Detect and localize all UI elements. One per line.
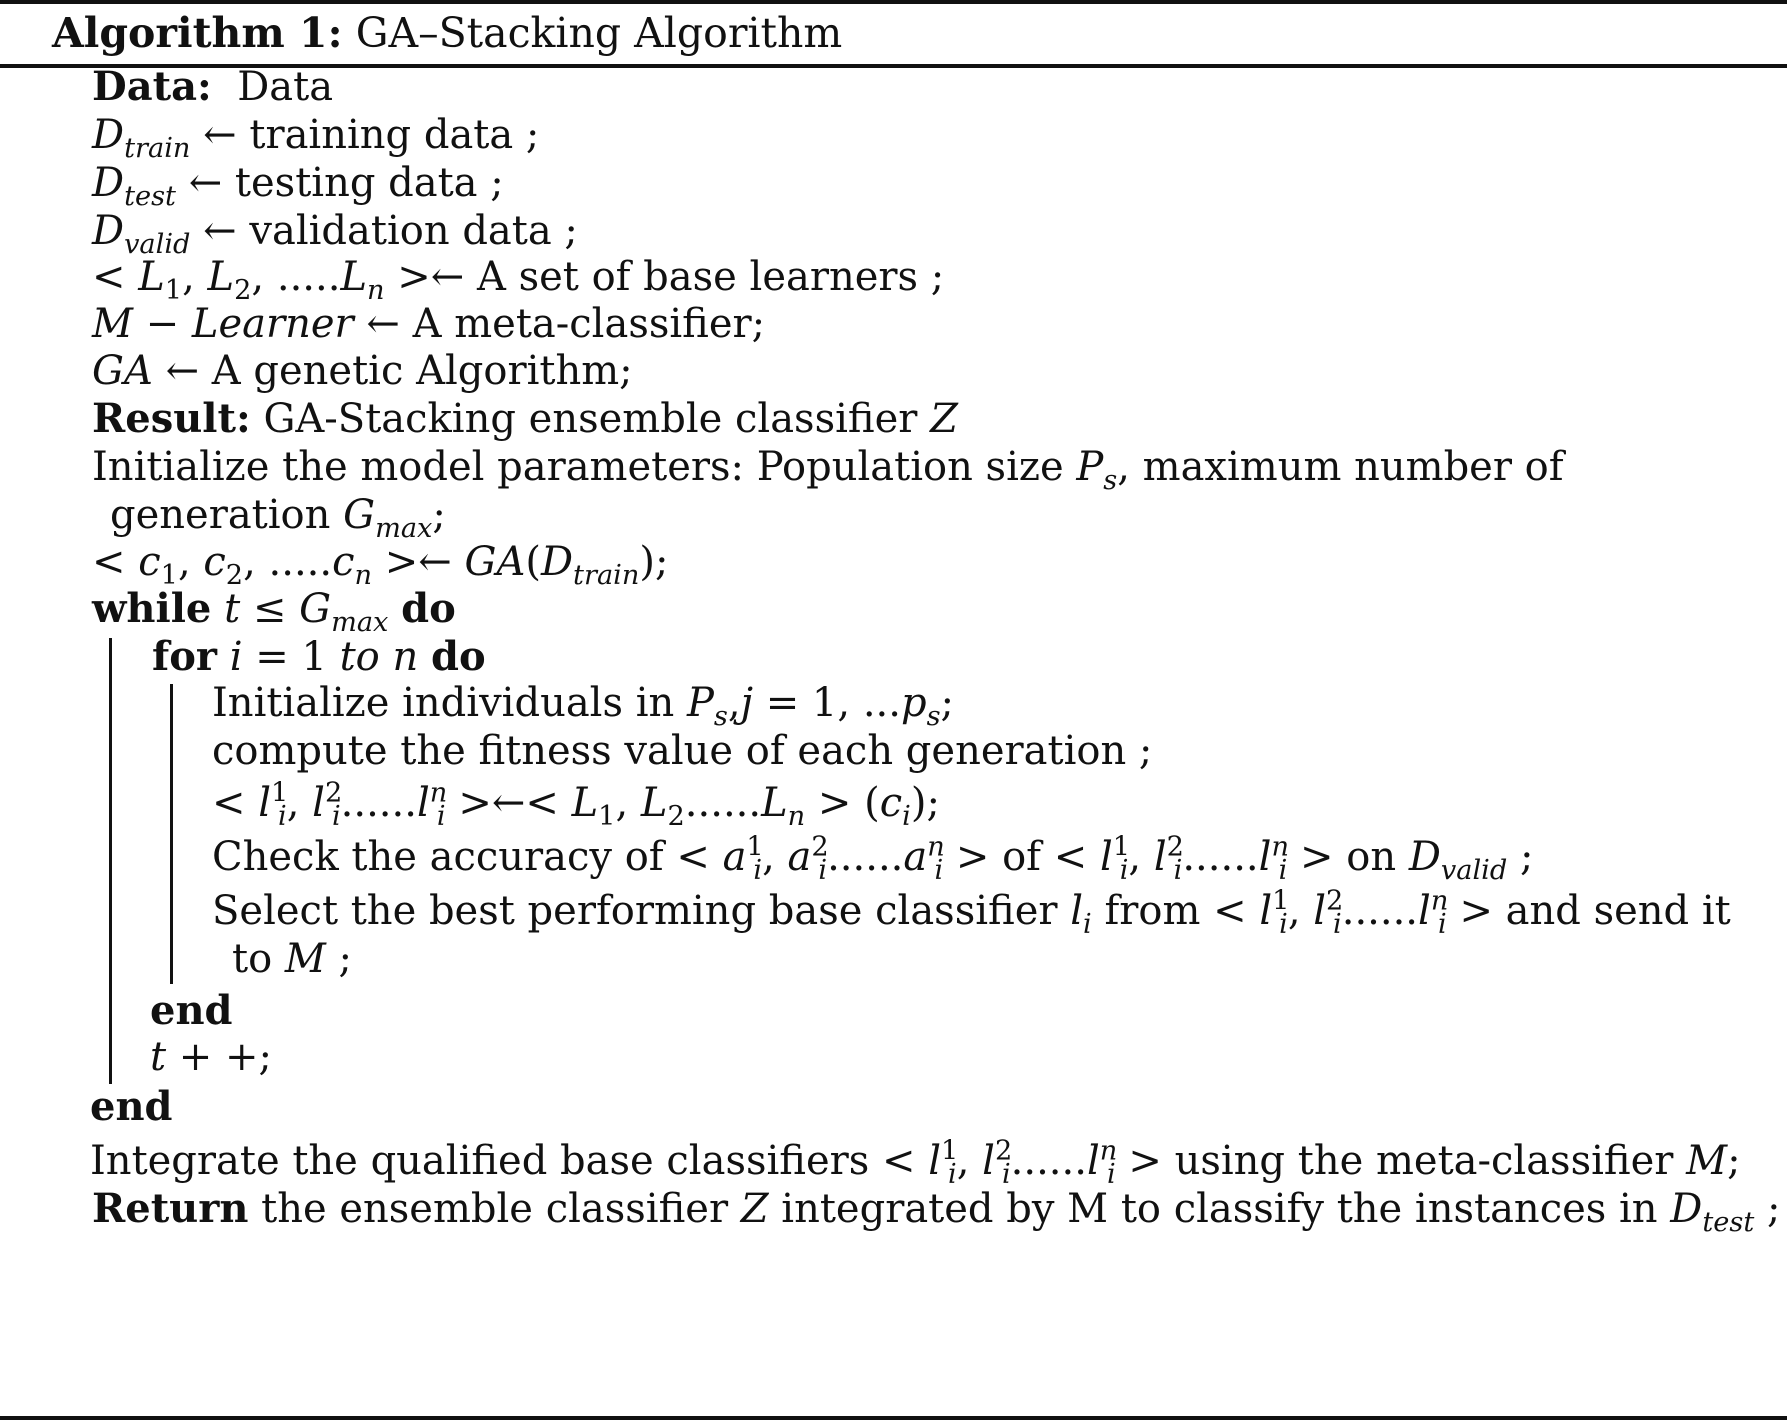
to-m-text: to [232,936,273,982]
d-valid-line: $D_{valid}$ ← validation data ; [92,208,578,260]
return-keyword: Return [92,1185,249,1232]
check-mid: > of < [955,834,1088,880]
init-line-1: Initialize the model parameters: Population size $P_s$, maximum number of [92,444,1564,496]
inner-init-tail: = 1, ... [765,680,901,726]
result-line: Result: GA-Stacking ensemble classifier Z [92,395,958,442]
select-tail: > and send it [1459,888,1731,934]
integrate-prefix: Integrate the qualified base classifiers < [90,1138,916,1184]
return-mid: integrated by M to classify the instances in [781,1186,1658,1232]
for-keyword: for [152,633,217,680]
increment-line: t + +; [150,1034,273,1080]
d-train-desc: ← training data ; [203,112,540,158]
init-text-1: Initialize the model parameters: Population size [92,444,1064,490]
mapping-line: < $l^1_i$, $l^2_i......l^n_i$ >←< $L_1$, $L_2......L_n > (c_i)$; [212,777,940,832]
d-test-desc: ← testing data ; [188,160,504,206]
data-keyword: Data: [92,63,212,110]
caption-title: GA–Stacking Algorithm [355,9,843,57]
end-while-keyword: end [90,1083,173,1130]
ga-desc: ← A genetic Algorithm; [165,348,633,394]
check-line: Check the accuracy of < $a^1_i$, $a^2_i......a^n_i$ > of < $l^1_i$, $l^2_i......l^n_i$ > on $D_{valid}$ ; [212,831,1534,886]
d-train-line: $D_{train}$ ← training data ; [92,112,540,164]
while-keyword: while [92,585,212,632]
data-line [92,60,333,114]
while-block-bar [109,638,112,1084]
for-line: for i = 1 to n do [152,633,486,680]
result-keyword: Result: [92,395,251,442]
for-do-keyword: do [430,633,486,680]
data-value: Data [237,64,334,110]
result-text: GA-Stacking ensemble classifier [263,396,918,442]
inner-init-line: Initialize individuals in $P_s,j = 1$, $...p_s$; [212,680,955,732]
select-line: Select the best performing base classifier $l_i$ from < $l^1_i$, $l^2_i......l^n_i$ > and send it [212,885,1731,940]
chromosome-line: < $c_1$, $c_2$, $.....c_n$ >← $GA(D_{train})$; [92,539,669,591]
d-test-line: $D_{test}$ ← testing data ; [92,160,504,212]
check-prefix: Check the accuracy of < [212,834,710,880]
integrate-line: Integrate the qualified base classifiers < $l^1_i$, $l^2_i......l^n_i > using$ the meta-classifier M; [90,1135,1741,1190]
inner-init-text: Initialize individuals in [212,680,675,726]
meta-desc: ← A meta-classifier; [366,301,766,347]
for-block-bar [170,684,173,984]
while-line: while $t \le G_{max}$ do [92,585,456,638]
caption-label: Algorithm 1: [52,9,343,57]
bottom-rule [0,1416,1787,1420]
learners-desc: >← A set of base learners ; [397,254,945,300]
d-valid-desc: ← validation data ; [203,208,578,254]
fitness-text: compute the fitness value of each generation ; [212,728,1153,774]
end-while-line [90,1080,173,1134]
init-line-2: generation $G_{max}$; [110,492,446,544]
select-mid: from < [1104,888,1247,934]
integrate-tail: > using the meta-classifier [1128,1138,1674,1184]
for-start: 1 [301,634,327,680]
check-tail: > on [1300,834,1397,880]
learners-line: < $L_1$, $L_2$, $.....L_n$ >← A set of base learners ; [92,254,945,306]
init-text-2: generation [110,492,331,538]
while-do-keyword: do [401,585,456,632]
meta-line: M − Learner ← A meta-classifier; [92,301,766,347]
select-prefix: Select the best performing base classifier [212,888,1058,934]
return-text: the ensemble classifier [261,1186,729,1232]
init-text-1-tail: , maximum number of [1117,444,1564,490]
algorithm-caption [52,2,842,64]
to-m-line: to M ; [232,936,353,982]
fitness-line [212,724,1152,778]
for-to: to [339,634,380,680]
end-for-keyword: end [150,987,233,1034]
ga-line: GA ← A genetic Algorithm; [92,348,633,394]
return-line: Return the ensemble classifier Z integrated by M to classify the instances in $D_{test}$ ; [92,1185,1781,1238]
